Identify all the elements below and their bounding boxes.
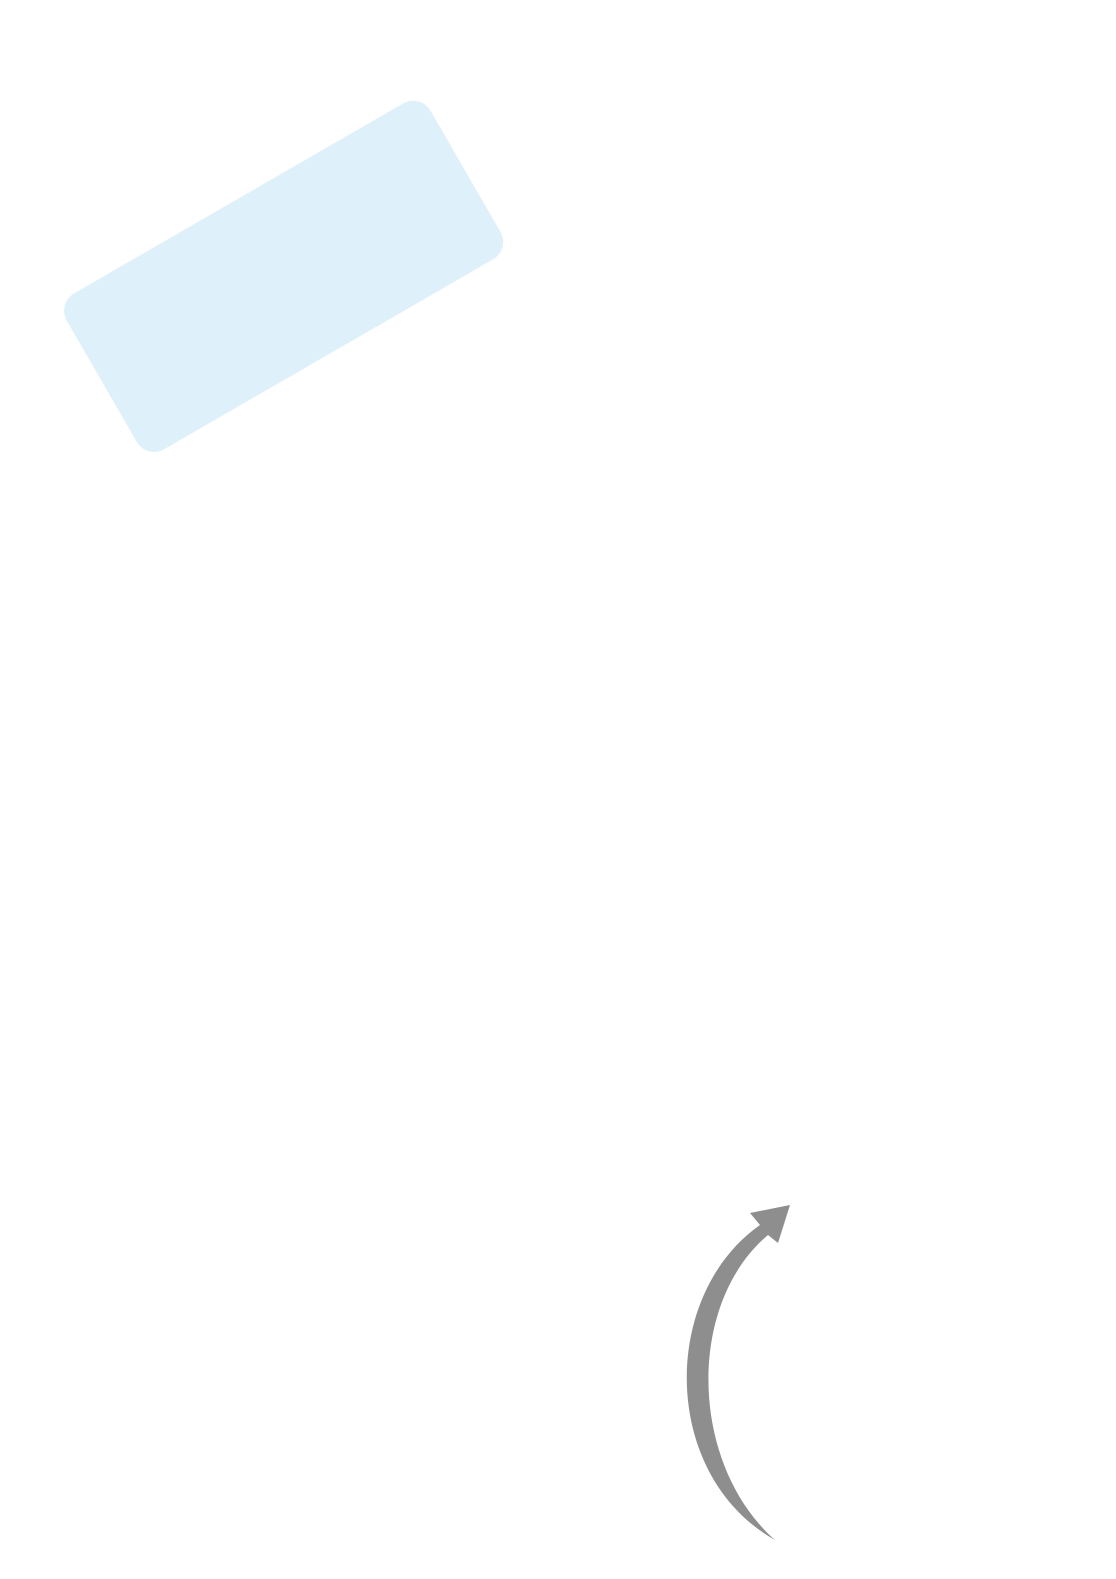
funnel-diagram — [500, 1185, 1100, 1575]
watermark-logo — [20, 40, 540, 540]
funnel-arrow-icon — [687, 1205, 790, 1540]
document-body — [68, 66, 1048, 84]
marketing-funnel-figure — [500, 1185, 1100, 1575]
